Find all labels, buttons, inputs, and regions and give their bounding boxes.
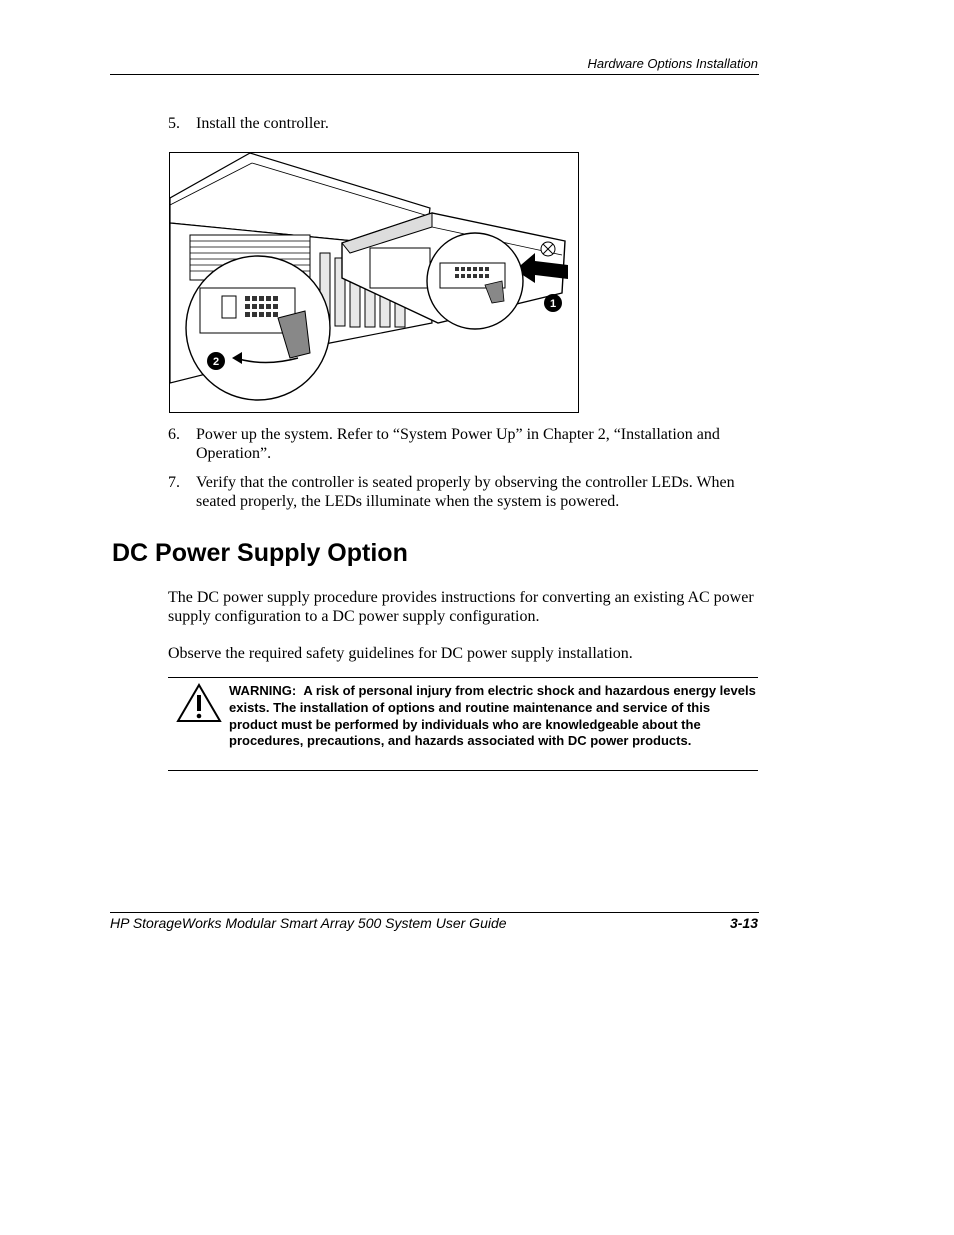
step-number: 7.	[168, 474, 180, 491]
warning-label: WARNING:	[229, 683, 297, 698]
header-rule	[110, 74, 759, 75]
warning-top-rule	[168, 677, 758, 678]
footer-rule	[110, 912, 759, 913]
step-number: 6.	[168, 426, 180, 443]
callout-1	[544, 294, 562, 312]
callout-2-label: 2	[212, 356, 220, 368]
warning-bottom-rule	[168, 770, 758, 771]
step-number: 5.	[168, 115, 180, 132]
step-text: Install the controller.	[196, 115, 329, 132]
section-heading: DC Power Supply Option	[112, 539, 408, 567]
running-header: Hardware Options Installation	[587, 56, 758, 71]
step-6	[168, 425, 738, 463]
intro-paragraph: The DC power supply procedure provides instructions for converting an existing AC power supply configuration to a DC power supply configuration.	[168, 589, 754, 625]
callout-1-label: 1	[549, 298, 557, 310]
step-5	[168, 114, 738, 133]
warning-body: A risk of personal injury from electric shock and hazardous energy levels exists. The installation of options and routine maintenance and service of this product must be performed by individuals who are knowledgeable about the procedures, precautions, and hazards associated with DC power products.	[229, 683, 756, 749]
footer-guide-title: HP StorageWorks Modular Smart Array 500 System User Guide	[110, 915, 507, 931]
warning-text	[229, 683, 759, 750]
safety-paragraph: Observe the required safety guidelines for DC power supply installation.	[168, 645, 633, 662]
callout-2	[207, 352, 225, 370]
step-text: Verify that the controller is seated properly by observing the controller LEDs. When seated properly, the LEDs illuminate when the system is powered.	[196, 474, 735, 510]
footer-page-number: 3-13	[729, 915, 758, 931]
step-7	[168, 473, 738, 511]
warning-triangle-icon	[176, 682, 222, 729]
controller-illustration	[170, 153, 578, 412]
controller-install-figure	[169, 152, 579, 413]
step-text: Power up the system. Refer to “System Power Up” in Chapter 2, “Installation and Operation”.	[196, 426, 720, 462]
